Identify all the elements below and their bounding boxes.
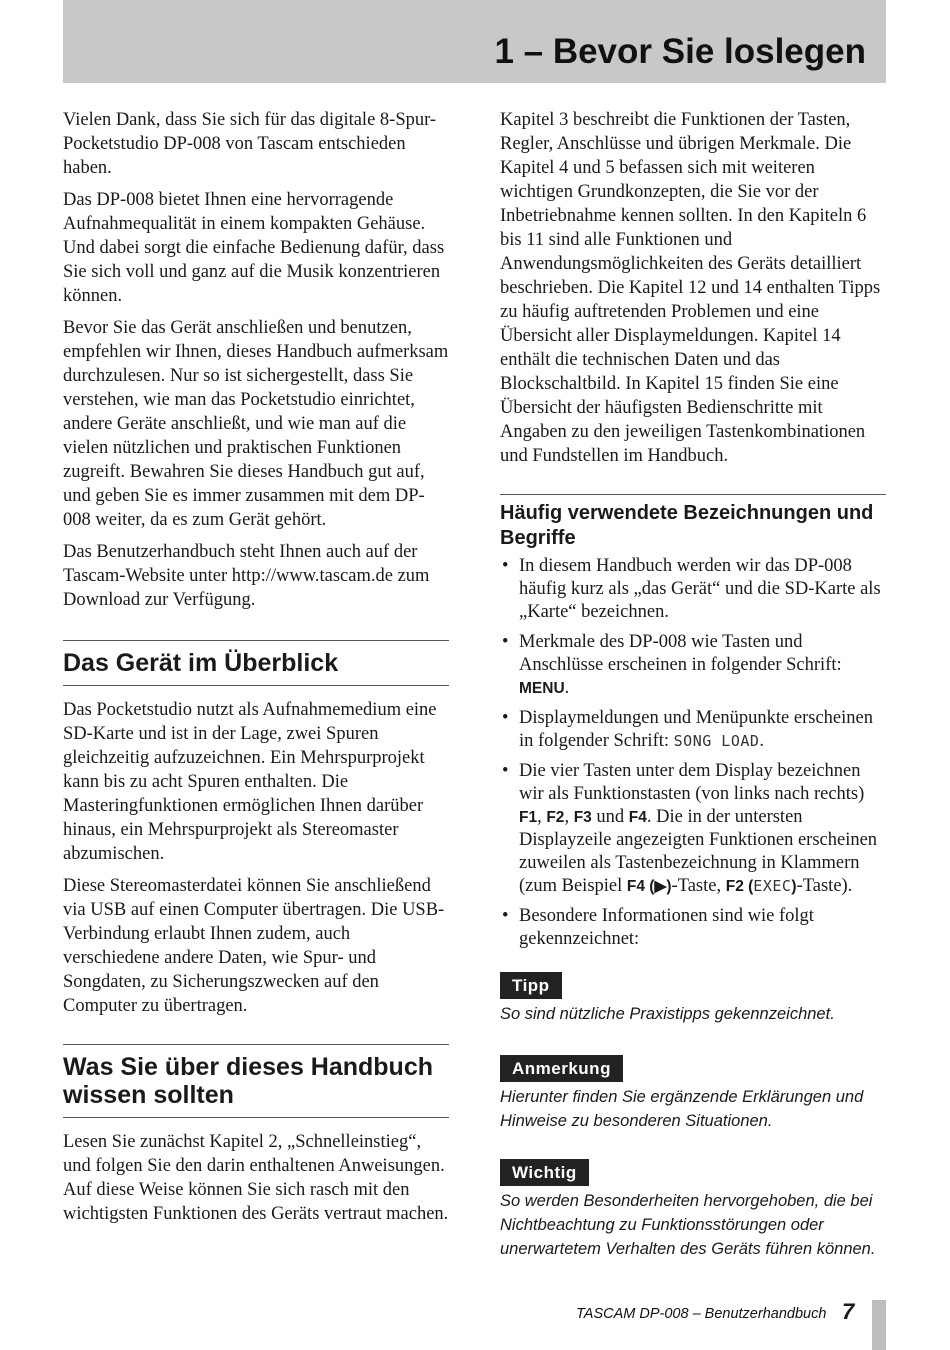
list-item: • Die vier Tasten unter dem Display bezeichnen wir als Funktionstasten (von links nach rechts) F1, F2, F3 und F4. Die in der untersten Displayzeile angezeigten Funktionen erscheinen zuweilen als Tastenbezeichnung in Klammern (zum Beispiel F4 (▶)-Taste, F2 (EXEC)-Taste).: [500, 760, 886, 898]
tipp-label: Tipp: [500, 972, 562, 999]
intro-paragraph-2: Das DP-008 bietet Ihnen eine hervorragende Aufnahmequalität in einem kompakten Gehäuse. Und dabei sorgt die einfache Bedienung dafür, dass Sie sich voll und ganz auf die Musik konzentrieren können.: [63, 190, 445, 306]
wichtig-text: So werden Besonderheiten hervorgehoben, die bei Nichtbeachtung zu Funktionsstörungen oder unerwartetem Verhalten des Geräts führen können.: [500, 1192, 876, 1258]
chapters-paragraph: Kapitel 3 beschreibt die Funktionen der Tasten, Regler, Anschlüsse und übrigen Merkmale. Die Kapitel 4 und 5 befassen sich mit weiteren wichtigen Grundkonzepten, die Sie vor der Inbetriebnahme kennen sollten. In den Kapiteln 6 bis 11 sind alle Funktionen und Anwendungsmöglichkeiten des Geräts detailliert beschrieben. Die Kapitel 12 und 14 enthalten Tipps zu häufig auftretenden Problemen und eine Übersicht aller Displaymeldungen. Kapitel 14 enthält die technischen Daten und das Blockschaltbild. In Kapitel 15 finden Sie eine Übersicht der häufigsten Bedienschritte mit Angaben zu den jeweiligen Tastenkombinationen und Fundstellen im Handbuch.: [500, 110, 881, 466]
intro-paragraph-4: Das Benutzerhandbuch steht Ihnen auch auf der Tascam-Website unter http://www.tascam.de zum Download zur Verfügung.: [63, 542, 430, 610]
wichtig-label: Wichtig: [500, 1159, 589, 1186]
tipp-text: So sind nützliche Praxistipps gekennzeichnet.: [500, 1005, 835, 1023]
section-rule: [63, 1044, 449, 1045]
section-heading-overview: Das Gerät im Überblick: [63, 649, 449, 686]
terms-list: [500, 555, 886, 951]
list-item: • Besondere Informationen sind wie folgt gekennzeichnet:: [500, 905, 886, 951]
anmerkung-box: [500, 1055, 886, 1133]
right-column: [500, 108, 886, 1261]
manual-paragraph-1: Lesen Sie zunächst Kapitel 2, „Schnelleinstieg“, und folgen Sie den darin enthaltenen Anweisungen. Auf diese Weise können Sie sich rasch mit den wichtigsten Funktionen des Geräts vertraut machen.: [63, 1132, 449, 1224]
page-number: 7: [842, 1299, 855, 1324]
list-item: • In diesem Handbuch werden wir das DP-008 häufig kurz als „das Gerät“ und die SD-Karte als „Karte“ bezeichnen.: [500, 555, 886, 624]
terms-heading: Häufig verwendete Bezeichnungen und Begriffe: [500, 502, 874, 549]
footer-text: TASCAM DP-008 – Benutzerhandbuch: [576, 1306, 827, 1322]
chapter-banner: [63, 0, 886, 83]
overview-paragraph-1: Das Pocketstudio nutzt als Aufnahmemedium eine SD-Karte und ist in der Lage, zwei Spuren gleichzeitig aufzuzeichnen. Ein Mehrspurprojekt kann bis zu acht Spuren enthalten. Die Masteringfunktionen ermöglichen Ihnen darüber hinaus, ein Mehrspurprojekt als Stereomaster abzumischen.: [63, 700, 437, 864]
list-item: • Displaymeldungen und Menüpunkte erscheinen in folgender Schrift: SONG LOAD.: [500, 707, 886, 753]
section-rule: [500, 494, 886, 495]
overview-paragraph-2: Diese Stereomasterdatei können Sie anschließend via USB auf einen Computer übertragen. Die USB-Verbindung erlaubt Ihnen zudem, auch verschiedene andere Daten, wie Spur- und Songdaten, zu Sicherungszwecken auf den Computer zu übertragen.: [63, 876, 445, 1016]
anmerkung-text: Hierunter finden Sie ergänzende Erklärungen und Hinweise zu besonderen Situationen.: [500, 1088, 864, 1130]
key-example: MENU: [519, 680, 565, 697]
intro-paragraph-1: Vielen Dank, dass Sie sich für das digitale 8-Spur-Pocketstudio DP-008 von Tascam entschieden haben.: [63, 110, 437, 178]
left-column: [63, 108, 449, 1234]
wichtig-box: [500, 1159, 886, 1261]
section-rule: [63, 640, 449, 641]
anmerkung-label: Anmerkung: [500, 1055, 623, 1082]
tipp-box: [500, 972, 886, 1026]
section-heading-manual: Was Sie über dieses Handbuch wissen sollten: [63, 1053, 449, 1118]
intro-paragraph-3: Bevor Sie das Gerät anschließen und benutzen, empfehlen wir Ihnen, dieses Handbuch aufmerksam durchzulesen. Nur so ist sichergestellt, dass Sie verstehen, wie man das Pocketstudio einrichtet, andere Geräte anschließt, und wie man auf die vielen nützlichen und praktischen Funktionen zugreift. Bewahren Sie dieses Handbuch gut auf, und geben Sie es immer zusammen mit dem DP-008 weiter, da es zum Gerät gehört.: [63, 318, 449, 530]
page-tab-marker: [872, 1300, 886, 1350]
display-example: SONG LOAD: [673, 732, 760, 750]
chapter-title: 1 – Bevor Sie loslegen: [494, 32, 866, 71]
list-item: • Merkmale des DP-008 wie Tasten und Anschlüsse erscheinen in folgender Schrift: MENU.: [500, 631, 886, 700]
